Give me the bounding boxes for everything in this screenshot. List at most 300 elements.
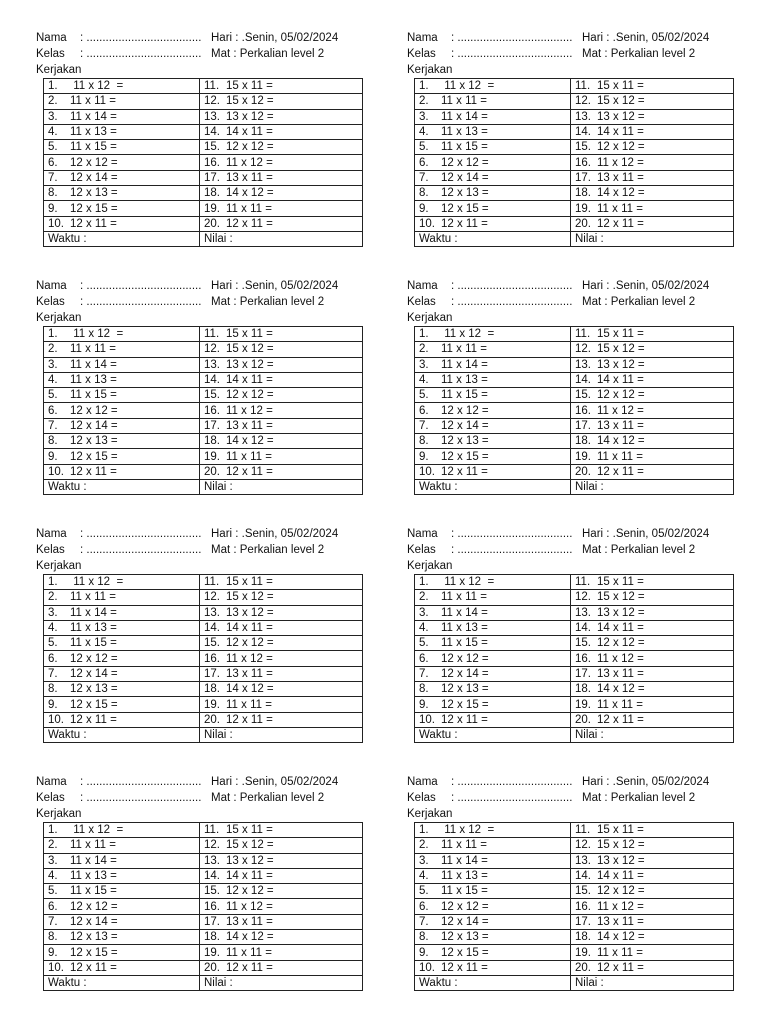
problem-row [415,682,734,697]
problem-row [44,945,363,960]
problem-row [44,960,363,975]
problem-right: 19. 11 x 11 = [571,201,734,216]
problem-right: 13. 13 x 12 = [200,109,363,124]
footer-row [415,231,734,246]
problem-left: 1. 11 x 12 = [44,823,200,838]
problem-right: 17. 13 x 11 = [200,418,363,433]
hari-text: Hari : .Senin, 05/02/2024 [582,32,710,44]
problem-right: 14. 14 x 11 = [571,124,734,139]
nama-label: Nama [36,776,67,788]
kelas-field[interactable]: : .................................... [80,296,202,308]
kelas-label: Kelas [407,544,436,556]
problem-left: 2. 11 x 11 = [44,342,200,357]
footer-row [44,231,363,246]
kelas-field[interactable]: : .................................... [451,544,573,556]
problem-left: 10. 12 x 11 = [415,216,571,231]
kerjakan-heading: Kerjakan [407,64,453,76]
problem-right: 16. 11 x 12 = [571,899,734,914]
nilai-cell[interactable]: Nilai : [571,727,734,742]
problem-right: 20. 12 x 11 = [200,960,363,975]
nama-row [407,526,737,542]
problem-left: 7. 12 x 14 = [44,170,200,185]
nilai-cell[interactable]: Nilai : [571,975,734,990]
problem-row [44,899,363,914]
problem-left: 10. 12 x 11 = [44,712,200,727]
problem-row [44,590,363,605]
nama-field[interactable]: : .................................... [80,776,202,788]
worksheet-card [36,526,366,743]
problem-right: 13. 13 x 12 = [200,853,363,868]
problem-right: 16. 11 x 12 = [200,651,363,666]
problem-left: 9. 12 x 15 = [415,201,571,216]
problem-right: 17. 13 x 11 = [200,170,363,185]
problem-left: 2. 11 x 11 = [415,94,571,109]
nama-row [36,526,366,542]
nilai-cell[interactable]: Nilai : [571,479,734,494]
problem-left: 5. 11 x 15 = [44,140,200,155]
nama-field[interactable]: : .................................... [451,280,573,292]
kerjakan-heading: Kerjakan [407,560,453,572]
problem-left: 10. 12 x 11 = [415,464,571,479]
problem-left: 5. 11 x 15 = [415,140,571,155]
mat-text: Mat : Perkalian level 2 [211,544,325,556]
problem-left: 10. 12 x 11 = [44,216,200,231]
problem-row [44,884,363,899]
hari-text: Hari : .Senin, 05/02/2024 [211,32,339,44]
problem-right: 11. 15 x 11 = [200,79,363,94]
problem-right: 14. 14 x 11 = [571,868,734,883]
problem-row [415,697,734,712]
problem-right: 19. 11 x 11 = [200,697,363,712]
footer-row [415,975,734,990]
problem-right: 12. 15 x 12 = [200,838,363,853]
problem-row [44,666,363,681]
problem-left: 1. 11 x 12 = [44,575,200,590]
kelas-label: Kelas [36,544,65,556]
kelas-label: Kelas [407,792,436,804]
problem-right: 20. 12 x 11 = [571,712,734,727]
problem-right: 20. 12 x 11 = [571,960,734,975]
problem-left: 6. 12 x 12 = [415,899,571,914]
problem-row [415,884,734,899]
kelas-row [407,46,737,62]
problem-left: 9. 12 x 15 = [44,945,200,960]
kelas-row [407,294,737,310]
problem-right: 14. 14 x 11 = [571,620,734,635]
kelas-row [36,46,366,62]
problem-row [44,620,363,635]
problem-row [415,449,734,464]
problem-left: 3. 11 x 14 = [415,853,571,868]
worksheet-card [36,30,366,247]
problem-right: 11. 15 x 11 = [571,79,734,94]
problem-left: 4. 11 x 13 = [415,868,571,883]
nama-row [36,774,366,790]
problem-row [415,838,734,853]
problem-right: 18. 14 x 12 = [571,930,734,945]
problem-row [44,853,363,868]
problem-left: 10. 12 x 11 = [44,464,200,479]
problem-left: 2. 11 x 11 = [44,590,200,605]
problem-right: 13. 13 x 12 = [200,605,363,620]
problem-left: 7. 12 x 14 = [415,666,571,681]
kelas-row [407,790,737,806]
hari-text: Hari : .Senin, 05/02/2024 [582,528,710,540]
problem-row [44,357,363,372]
nama-field[interactable]: : .................................... [80,280,202,292]
problem-row [415,899,734,914]
problem-row [44,682,363,697]
problem-right: 12. 15 x 12 = [571,590,734,605]
problem-right: 11. 15 x 11 = [200,575,363,590]
problem-row [44,388,363,403]
problem-left: 2. 11 x 11 = [415,342,571,357]
problem-right: 18. 14 x 12 = [200,186,363,201]
problem-left: 8. 12 x 13 = [44,930,200,945]
problem-left: 7. 12 x 14 = [44,914,200,929]
problem-right: 13. 13 x 12 = [571,109,734,124]
problem-table [414,326,734,495]
problem-right: 14. 14 x 11 = [200,620,363,635]
problem-right: 13. 13 x 12 = [571,605,734,620]
problem-row [44,651,363,666]
problem-row [415,357,734,372]
problem-row [44,140,363,155]
nama-row [36,278,366,294]
problem-row [415,914,734,929]
waktu-cell[interactable]: Waktu : [44,479,200,494]
problem-row [415,636,734,651]
problem-right: 12. 15 x 12 = [200,590,363,605]
problem-row [415,155,734,170]
kelas-label: Kelas [407,296,436,308]
problem-row [415,327,734,342]
problem-row [415,575,734,590]
problem-right: 16. 11 x 12 = [200,403,363,418]
problem-right: 19. 11 x 11 = [571,697,734,712]
problem-row [415,945,734,960]
problem-left: 6. 12 x 12 = [44,155,200,170]
mat-text: Mat : Perkalian level 2 [582,296,696,308]
problem-row [415,960,734,975]
problem-left: 4. 11 x 13 = [415,620,571,635]
footer-row [44,479,363,494]
problem-row [415,930,734,945]
problem-right: 16. 11 x 12 = [571,155,734,170]
nilai-cell[interactable]: Nilai : [571,231,734,246]
kelas-label: Kelas [407,48,436,60]
problem-right: 12. 15 x 12 = [571,94,734,109]
problem-row [415,620,734,635]
nama-field[interactable]: : .................................... [451,528,573,540]
problem-row [44,636,363,651]
problem-left: 9. 12 x 15 = [44,697,200,712]
hari-text: Hari : .Senin, 05/02/2024 [211,528,339,540]
worksheet-card [407,774,737,991]
problem-right: 15. 12 x 12 = [571,140,734,155]
problem-row [415,170,734,185]
waktu-cell[interactable]: Waktu : [44,231,200,246]
problem-left: 6. 12 x 12 = [415,403,571,418]
nama-label: Nama [36,32,67,44]
problem-left: 9. 12 x 15 = [44,449,200,464]
mat-text: Mat : Perkalian level 2 [211,296,325,308]
nama-label: Nama [36,280,67,292]
nama-field[interactable]: : .................................... [80,32,202,44]
waktu-cell[interactable]: Waktu : [415,975,571,990]
problem-right: 20. 12 x 11 = [571,464,734,479]
hari-text: Hari : .Senin, 05/02/2024 [582,280,710,292]
problem-left: 6. 12 x 12 = [44,403,200,418]
problem-left: 7. 12 x 14 = [44,666,200,681]
problem-right: 13. 13 x 12 = [571,853,734,868]
problem-left: 3. 11 x 14 = [44,605,200,620]
problem-left: 7. 12 x 14 = [415,418,571,433]
problem-row [415,79,734,94]
problem-left: 4. 11 x 13 = [44,868,200,883]
problem-table [414,78,734,247]
problem-right: 15. 12 x 12 = [571,636,734,651]
hari-text: Hari : .Senin, 05/02/2024 [211,280,339,292]
nama-field[interactable]: : .................................... [80,528,202,540]
problem-left: 6. 12 x 12 = [44,899,200,914]
waktu-cell[interactable]: Waktu : [415,231,571,246]
nama-label: Nama [407,32,438,44]
problem-left: 9. 12 x 15 = [415,697,571,712]
problem-left: 3. 11 x 14 = [415,605,571,620]
problem-left: 1. 11 x 12 = [415,823,571,838]
problem-right: 17. 13 x 11 = [571,170,734,185]
kelas-row [36,790,366,806]
problem-left: 3. 11 x 14 = [44,109,200,124]
problem-row [44,94,363,109]
problem-left: 7. 12 x 14 = [44,418,200,433]
kelas-field[interactable]: : .................................... [80,792,202,804]
nama-label: Nama [36,528,67,540]
kelas-field[interactable]: : .................................... [451,48,573,60]
problem-left: 9. 12 x 15 = [415,945,571,960]
problem-left: 8. 12 x 13 = [44,186,200,201]
problem-left: 5. 11 x 15 = [44,388,200,403]
mat-text: Mat : Perkalian level 2 [582,544,696,556]
nilai-cell[interactable]: Nilai : [200,727,363,742]
kelas-field[interactable]: : .................................... [80,544,202,556]
problem-row [44,712,363,727]
worksheet-card [407,30,737,247]
problem-left: 10. 12 x 11 = [415,712,571,727]
kerjakan-heading: Kerjakan [36,64,82,76]
problem-left: 4. 11 x 13 = [415,124,571,139]
problem-row [44,170,363,185]
problem-row [44,449,363,464]
problem-left: 6. 12 x 12 = [44,651,200,666]
problem-right: 15. 12 x 12 = [200,140,363,155]
problem-right: 12. 15 x 12 = [200,342,363,357]
problem-left: 8. 12 x 13 = [44,434,200,449]
problem-row [44,868,363,883]
problem-right: 11. 15 x 11 = [571,327,734,342]
problem-right: 17. 13 x 11 = [200,666,363,681]
problem-row [415,388,734,403]
problem-left: 4. 11 x 13 = [44,620,200,635]
problem-right: 13. 13 x 12 = [200,357,363,372]
problem-right: 17. 13 x 11 = [571,418,734,433]
problem-row [44,372,363,387]
problem-row [44,186,363,201]
problem-right: 15. 12 x 12 = [200,884,363,899]
problem-right: 17. 13 x 11 = [200,914,363,929]
problem-left: 7. 12 x 14 = [415,170,571,185]
nama-field[interactable]: : .................................... [451,32,573,44]
waktu-cell[interactable]: Waktu : [415,479,571,494]
problem-right: 11. 15 x 11 = [571,823,734,838]
problem-row [44,823,363,838]
footer-row [415,727,734,742]
problem-table [414,822,734,991]
problem-right: 16. 11 x 12 = [571,403,734,418]
problem-left: 9. 12 x 15 = [415,449,571,464]
mat-text: Mat : Perkalian level 2 [582,48,696,60]
problem-left: 9. 12 x 15 = [44,201,200,216]
worksheet-card [407,278,737,495]
kerjakan-heading: Kerjakan [36,808,82,820]
problem-right: 18. 14 x 12 = [200,930,363,945]
problem-table [43,574,363,743]
problem-right: 13. 13 x 12 = [571,357,734,372]
problem-right: 17. 13 x 11 = [571,914,734,929]
problem-right: 14. 14 x 11 = [571,372,734,387]
problem-row [415,590,734,605]
problem-right: 14. 14 x 11 = [200,124,363,139]
problem-right: 11. 15 x 11 = [571,575,734,590]
problem-row [415,853,734,868]
mat-text: Mat : Perkalian level 2 [211,48,325,60]
problem-right: 19. 11 x 11 = [571,449,734,464]
problem-row [44,464,363,479]
problem-row [415,403,734,418]
problem-row [44,155,363,170]
problem-row [44,201,363,216]
problem-left: 2. 11 x 11 = [44,94,200,109]
problem-left: 1. 11 x 12 = [415,79,571,94]
problem-left: 6. 12 x 12 = [415,651,571,666]
problem-left: 7. 12 x 14 = [415,914,571,929]
problem-row [44,434,363,449]
problem-right: 16. 11 x 12 = [571,651,734,666]
problem-row [44,342,363,357]
problem-right: 14. 14 x 11 = [200,868,363,883]
problem-row [415,94,734,109]
problem-row [415,868,734,883]
problem-left: 5. 11 x 15 = [415,388,571,403]
problem-right: 12. 15 x 12 = [571,838,734,853]
kelas-row [407,542,737,558]
problem-left: 8. 12 x 13 = [44,682,200,697]
problem-left: 10. 12 x 11 = [415,960,571,975]
problem-right: 15. 12 x 12 = [200,636,363,651]
nilai-cell[interactable]: Nilai : [200,975,363,990]
problem-right: 18. 14 x 12 = [571,186,734,201]
problem-row [415,216,734,231]
problem-right: 12. 15 x 12 = [571,342,734,357]
problem-left: 1. 11 x 12 = [415,575,571,590]
problem-left: 2. 11 x 11 = [415,590,571,605]
footer-row [44,727,363,742]
footer-row [44,975,363,990]
kerjakan-heading: Kerjakan [36,312,82,324]
waktu-cell[interactable]: Waktu : [44,975,200,990]
problem-right: 16. 11 x 12 = [200,155,363,170]
kelas-label: Kelas [36,792,65,804]
problem-right: 19. 11 x 11 = [200,201,363,216]
waktu-cell[interactable]: Waktu : [44,727,200,742]
hari-text: Hari : .Senin, 05/02/2024 [211,776,339,788]
hari-text: Hari : .Senin, 05/02/2024 [582,776,710,788]
problem-left: 8. 12 x 13 = [415,186,571,201]
problem-left: 5. 11 x 15 = [415,884,571,899]
problem-row [44,327,363,342]
problem-right: 15. 12 x 12 = [200,388,363,403]
problem-left: 8. 12 x 13 = [415,434,571,449]
problem-row [44,79,363,94]
problem-left: 5. 11 x 15 = [44,636,200,651]
problem-row [415,109,734,124]
problem-row [44,930,363,945]
problem-row [415,605,734,620]
problem-left: 6. 12 x 12 = [415,155,571,170]
problem-right: 19. 11 x 11 = [200,449,363,464]
problem-left: 1. 11 x 12 = [415,327,571,342]
problem-row [44,575,363,590]
kerjakan-heading: Kerjakan [407,312,453,324]
kelas-label: Kelas [36,48,65,60]
problem-row [415,201,734,216]
problem-right: 17. 13 x 11 = [571,666,734,681]
nama-row [407,774,737,790]
kelas-field[interactable]: : .................................... [451,296,573,308]
problem-right: 18. 14 x 12 = [200,434,363,449]
worksheet-card [407,526,737,743]
nama-row [407,278,737,294]
problem-table [414,574,734,743]
footer-row [415,479,734,494]
nama-row [407,30,737,46]
waktu-cell[interactable]: Waktu : [415,727,571,742]
kelas-label: Kelas [36,296,65,308]
kerjakan-heading: Kerjakan [36,560,82,572]
problem-right: 20. 12 x 11 = [200,712,363,727]
problem-left: 2. 11 x 11 = [415,838,571,853]
kelas-field[interactable]: : .................................... [451,792,573,804]
problem-left: 4. 11 x 13 = [44,372,200,387]
kelas-row [36,294,366,310]
nama-field[interactable]: : .................................... [451,776,573,788]
nilai-cell[interactable]: Nilai : [200,231,363,246]
problem-left: 5. 11 x 15 = [44,884,200,899]
problem-row [44,418,363,433]
problem-row [415,124,734,139]
problem-table [43,78,363,247]
problem-table [43,326,363,495]
problem-left: 3. 11 x 14 = [44,853,200,868]
worksheet-card [36,278,366,495]
nilai-cell[interactable]: Nilai : [200,479,363,494]
problem-right: 20. 12 x 11 = [200,216,363,231]
kelas-field[interactable]: : .................................... [80,48,202,60]
problem-row [415,712,734,727]
problem-row [415,651,734,666]
problem-row [44,403,363,418]
